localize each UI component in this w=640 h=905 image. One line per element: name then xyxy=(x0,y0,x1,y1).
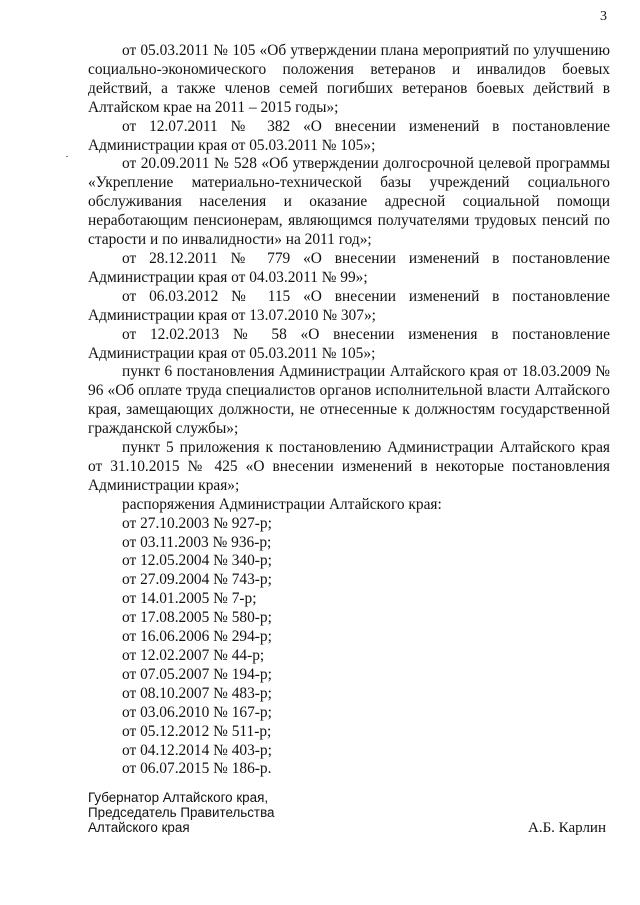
list-item: от 05.12.2012 № 511-р; xyxy=(122,722,272,740)
paragraph-act: от 20.09.2011 № 528 «Об утверждении долгосрочной целевой программы «Укрепление материально-технической базы учреждений социального обслуживания населения и оказание адресной социальной помощи неработающим пенсионерам, являющимся получателями трудовых пенсий по старости и по инвалидности» на 2011 год»; xyxy=(88,155,610,249)
signature-title-line: Губернатор Алтайского края, xyxy=(88,790,269,805)
list-item: от 06.07.2015 № 186-р. xyxy=(122,760,272,778)
signatory-name: А.Б. Карлин xyxy=(527,820,606,836)
paragraph-act: от 12.07.2011 № 382 «О внесении изменений в постановление Администрации края от 05.03.2011 № 105»; xyxy=(88,117,610,154)
margin-mark xyxy=(66,156,68,157)
orders-list xyxy=(88,515,610,780)
signature-block xyxy=(88,791,610,835)
list-item: от 03.11.2003 № 936-р; xyxy=(122,533,272,551)
paragraph-act: пункт 6 постановления Администрации Алтайского края от 18.03.2009 № 96 «Об оплате труда специалистов органов исполнительной власти Алтайского края, замещающих должности, не отнесенные к должностям государственной гражданской службы»; xyxy=(88,363,610,438)
paragraph-act: от 12.02.2013 № 58 «О внесении изменения в постановление Администрации края от 05.03.2011 № 105»; xyxy=(88,325,610,362)
list-item: от 27.09.2004 № 743-р; xyxy=(122,571,272,589)
page-number: 3 xyxy=(600,9,607,24)
list-item: от 12.05.2004 № 340-р; xyxy=(122,552,272,570)
paragraph-act: от 28.12.2011 № 779 «О внесении изменений в постановление Администрации края от 04.03.2011 № 99»; xyxy=(88,249,610,286)
list-item: от 12.02.2007 № 44-р; xyxy=(122,647,265,664)
list-item: от 16.06.2006 № 294-р; xyxy=(122,628,272,646)
paragraph-act: от 06.03.2012 № 115 «О внесении изменений в постановление Администрации края от 13.07.2010 № 307»; xyxy=(88,287,610,324)
list-item: от 17.08.2005 № 580-р; xyxy=(122,609,272,627)
list-item: от 04.12.2014 № 403-р; xyxy=(122,741,272,759)
paragraph-act: от 05.03.2011 № 105 «Об утверждении плана мероприятий по улучшению социально-экономического положения ветеранов и инвалидов боевых действий, а также членов семей погибших ветеранов боевых действий в Алтайском крае на 2011 – 2015 годы»; xyxy=(88,42,610,116)
orders-heading: распоряжения Администрации Алтайского края: xyxy=(122,495,442,513)
paragraph-act: пункт 5 приложения к постановлению Администрации Алтайского края от 31.10.2015 № 425 «О внесении изменений в некоторые постановления Администрации края»; xyxy=(88,439,610,494)
list-item: от 03.06.2010 № 167-р; xyxy=(122,703,272,721)
list-item: от 14.01.2005 № 7-р; xyxy=(122,590,257,608)
list-item: от 07.05.2007 № 194-р; xyxy=(122,665,272,683)
signature-title-line: Председатель Правительства xyxy=(88,804,275,820)
list-item: от 27.10.2003 № 927-р; xyxy=(122,514,272,532)
signature-title-line: Алтайского края xyxy=(88,819,190,835)
list-item: от 08.10.2007 № 483-р; xyxy=(122,684,272,702)
document-body xyxy=(88,42,610,779)
